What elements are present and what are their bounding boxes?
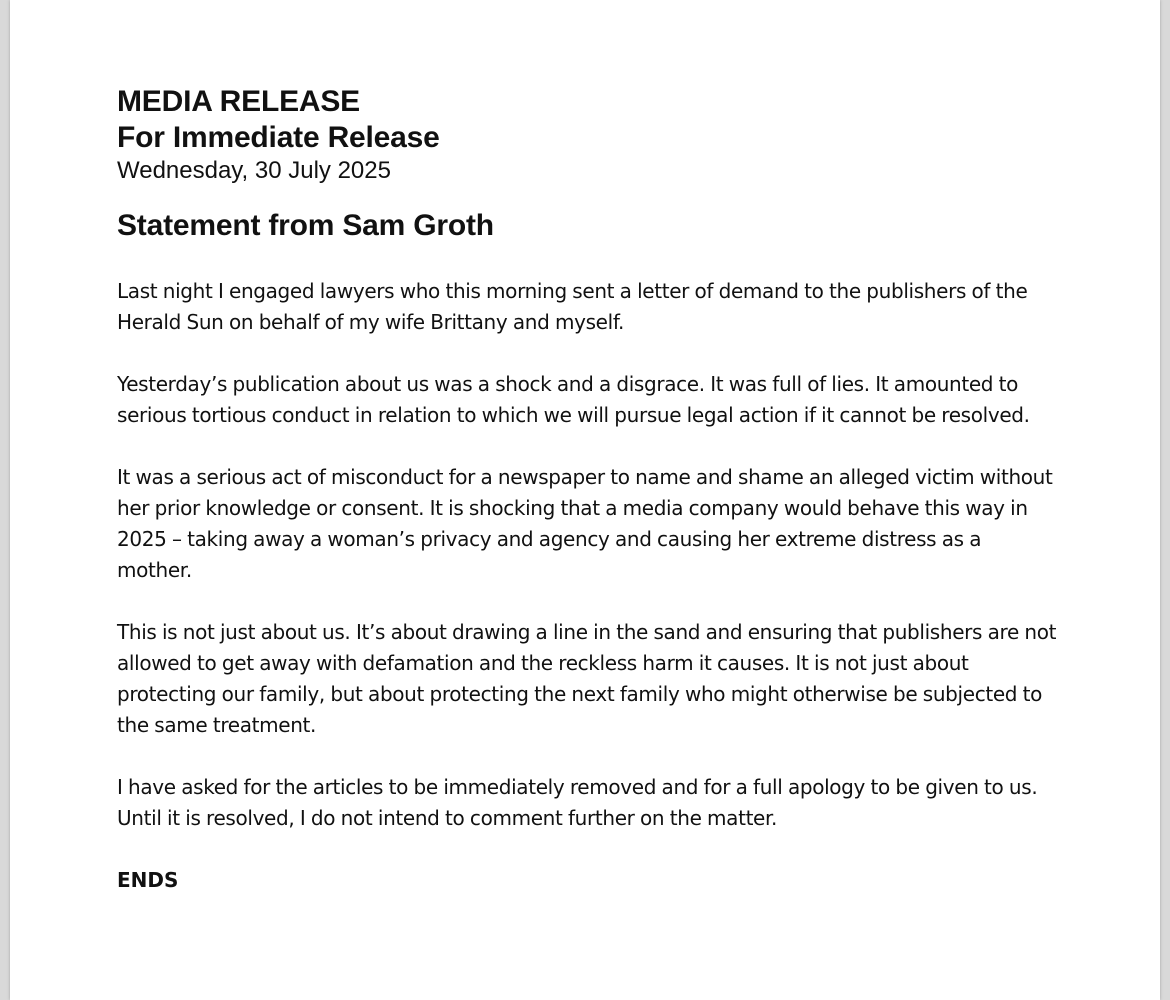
paragraph-3: It was a serious act of misconduct for a newspaper to name and shame an alleged victim without her prior knowledge or consent. It is shocking that a media company would behave this way in 2025 – taking away a woman’s privacy and agency and causing her extreme distress as a mother.	[117, 465, 1053, 582]
ends-marker: ENDS	[117, 868, 179, 892]
statement-body	[117, 276, 1057, 896]
paragraph-4: This is not just about us. It’s about drawing a line in the sand and ensuring that publishers are not allowed to get away with defamation and the reckless harm it causes. It is not just about protecting our family, but about protecting the next family who might otherwise be subjected to the same treatment.	[117, 620, 1057, 737]
document-page	[10, 0, 1160, 1000]
paragraph-1: Last night I engaged lawyers who this morning sent a letter of demand to the publishers of the Herald Sun on behalf of my wife Brittany and myself.	[117, 279, 1028, 334]
release-date: Wednesday, 30 July 2025	[117, 157, 391, 184]
release-label: MEDIA RELEASE	[117, 85, 360, 118]
media-release	[117, 84, 1057, 896]
paragraph-2: Yesterday’s publication about us was a shock and a disgrace. It was full of lies. It amounted to serious tortious conduct in relation to which we will pursue legal action if it cannot be resolved.	[117, 372, 1030, 427]
paragraph-5: I have asked for the articles to be immediately removed and for a full apology to be given to us. Until it is resolved, I do not intend to comment further on the matter.	[117, 775, 1038, 830]
release-subtitle: For Immediate Release	[117, 121, 440, 154]
statement-title: Statement from Sam Groth	[117, 209, 494, 242]
